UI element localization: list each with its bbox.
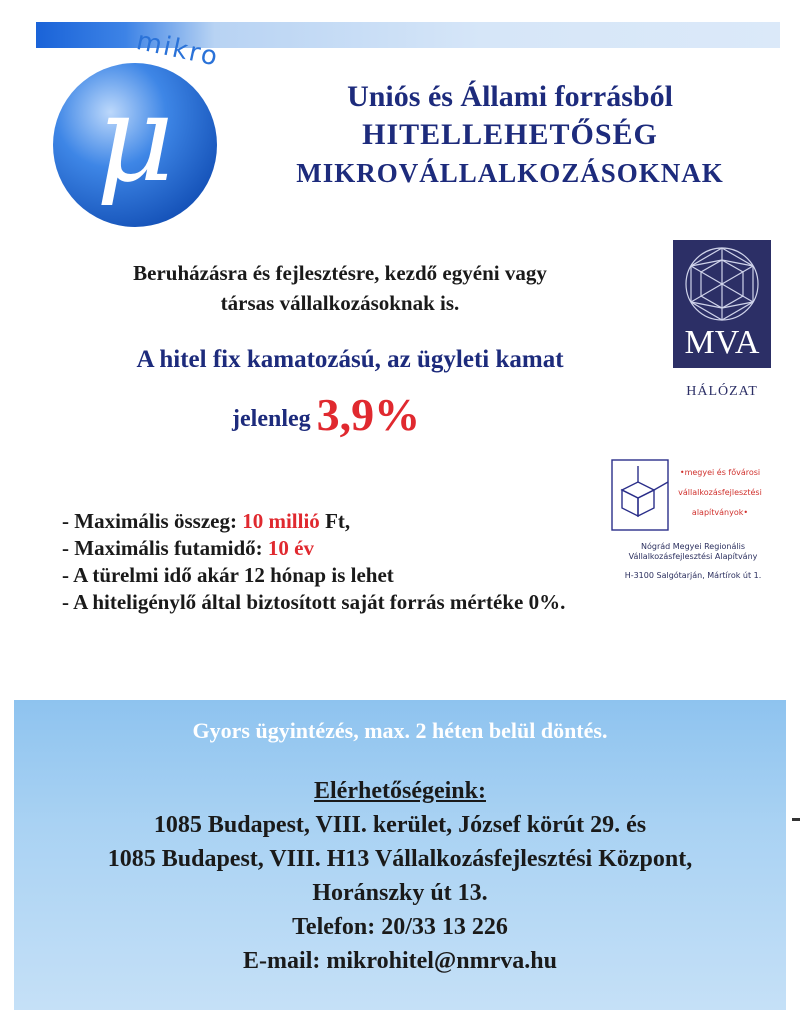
list-item <box>62 535 565 562</box>
fast-processing-note: Gyors ügyintézés, max. 2 héten belül döntés. <box>192 718 608 743</box>
mva-logo-title: MVA <box>684 324 760 361</box>
headline-line2: HITELLEHETŐSÉG <box>362 118 658 151</box>
rate-line: A hitel fix kamatozású, az ügyleti kamat <box>136 346 564 373</box>
nograd-address: H-3100 Salgótarján, Mártírok út 1. <box>624 571 762 580</box>
geodesic-sphere-icon <box>673 240 771 324</box>
address-line-2: 1085 Budapest, VIII. H13 Vállalkozásfejlesztési Központ, <box>107 846 693 872</box>
list-item <box>62 589 565 616</box>
nograd-tagline-2: vállalkozásfejlesztési <box>678 488 762 497</box>
contacts-title: Elérhetőségeink: <box>314 778 486 804</box>
mu-symbol: μ <box>96 70 174 209</box>
address-line-3: Horánszky út 13. <box>312 880 488 906</box>
nograd-name-2: Vállalkozásfejlesztési Alapítvány <box>628 552 758 561</box>
mikro-logo-text: mikro <box>133 26 222 73</box>
mva-logo <box>673 240 771 368</box>
term-label: - Maximális futamidő: <box>62 536 268 560</box>
loan-terms-list <box>62 508 565 616</box>
contact-panel <box>14 700 786 1010</box>
mva-logo-subtitle: HÁLÓZAT <box>686 384 758 399</box>
headline-line1: Uniós és Állami forrásból <box>347 80 673 113</box>
term-highlight: 10 millió <box>242 509 320 533</box>
term-highlight: 10 év <box>267 536 314 560</box>
subtitle-line2: társas vállalkozásoknak is. <box>220 291 460 315</box>
subtitle <box>60 258 620 318</box>
list-item <box>62 562 565 589</box>
rate-prefix: jelenleg <box>232 406 311 432</box>
term-label: - A hiteligénylő által biztosított saját forrás mértéke 0%. <box>62 590 566 614</box>
subtitle-line1: Beruházásra és fejlesztésre, kezdő egyéni vagy <box>133 261 547 285</box>
address-line-1: 1085 Budapest, VIII. kerület, József körút 29. és <box>153 812 647 838</box>
term-suffix: Ft, <box>319 509 351 533</box>
term-label: - A türelmi idő akár 12 hónap is lehet <box>62 563 394 587</box>
current-rate <box>232 388 420 441</box>
headline-line3: MIKROVÁLLALKOZÁSOKNAK <box>296 158 724 188</box>
phone-line: Telefon: 20/33 13 226 <box>292 914 508 940</box>
list-item <box>62 508 565 535</box>
rate-value: 3,9% <box>316 389 421 440</box>
term-label: - Maximális összeg: <box>62 509 243 533</box>
nograd-tagline-3: alapítványok• <box>691 508 749 517</box>
nograd-name-1: Nógrád Megyei Regionális <box>641 542 745 551</box>
scan-edge-mark <box>792 818 800 821</box>
email-line: E-mail: mikrohitel@nmrva.hu <box>243 948 557 974</box>
nograd-tagline-1: •megyei és fővárosi <box>679 468 761 477</box>
